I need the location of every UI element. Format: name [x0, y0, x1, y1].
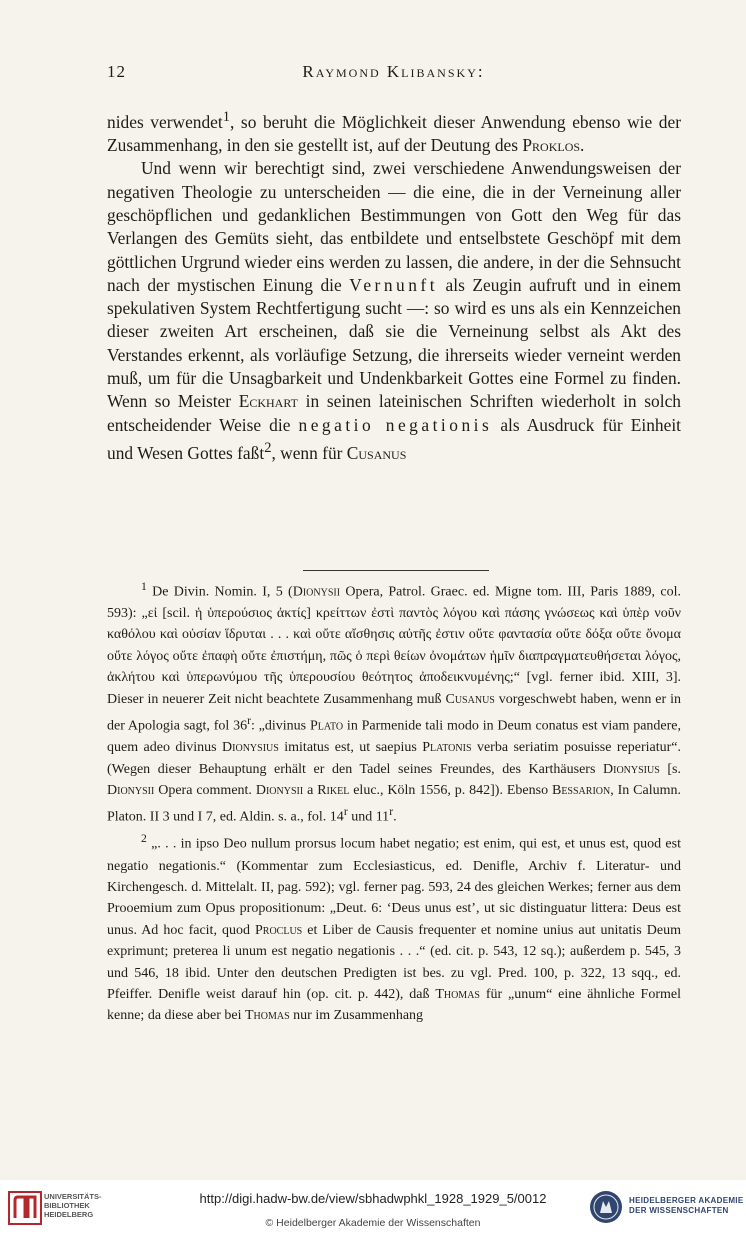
spaced-emphasis: Vernunft — [349, 274, 439, 295]
main-text — [107, 106, 681, 465]
text-run: eluc., Köln 1556, p. 842]). Ebenso — [349, 782, 552, 798]
small-caps-name: Bessarion — [551, 782, 611, 798]
text-run: imitatus est, ut saepius — [278, 740, 423, 756]
small-caps-name: Proclus — [255, 922, 303, 938]
digitization-footer — [0, 1180, 746, 1236]
text-run: nides verwendet — [107, 111, 223, 132]
footnote-marker: r — [343, 805, 348, 819]
small-caps-name: Eckhart — [238, 391, 298, 412]
small-caps-name: Dionysius — [222, 740, 279, 756]
text-run: . — [393, 810, 397, 826]
footnote-marker: r — [389, 805, 394, 819]
text-run: Und wenn wir berechtigt sind, zwei verschiedene Anwendungsweisen der negativen Theologie zu unterscheiden — die eine, die in der Verneinung aller geschöpflichen und gedanklichen Bestimmungen von Gott den Weg für das Verlangen des Gemüts sieht, das entbildete und entselbstete Geschöpf mit dem göttlichen Urgrund wieder eins werden zu lassen, die andere, in der die Sehnsucht nach der mystischen Einung die — [107, 158, 681, 295]
text-run: a — [303, 782, 318, 798]
small-caps-name: Dionysius — [603, 761, 660, 777]
text-run: vorgeschwebt haben, wenn er in der Apologia sagt, fol 36 — [107, 691, 681, 734]
text-run: : „divinus — [250, 718, 310, 734]
paragraph-2 — [107, 157, 681, 465]
paragraph-1 — [107, 106, 681, 157]
footnote-marker: 2 — [264, 439, 272, 456]
permalink-url[interactable]: http://digi.hadw-bw.de/view/sbhadwphkl_1928_1929_5/0012 — [199, 1191, 547, 1206]
text-run: in seinen lateinischen Schriften wiederholt in solch entscheidender Weise die — [107, 391, 681, 435]
small-caps-name: Cusanus — [445, 691, 495, 707]
small-caps-name: Dionysii — [107, 782, 155, 798]
small-caps-name: Thomas — [435, 986, 480, 1002]
footnote-separator — [303, 570, 489, 571]
small-caps-name: Plato — [309, 718, 344, 734]
text-run: für „unum“ eine ähnliche Formel kenne; da diese aber bei — [107, 986, 681, 1024]
small-caps-name: Platonis — [422, 740, 472, 756]
text-run: Opera, Patrol. Graec. ed. Migne tom. III, Paris 1889, col. 593): „εἰ [scil. ἡ ὑπερούσιος ἀκτίς] κρείττων ἐστὶ παντὸς λόγου καὶ πάσης γνώσεως καὶ ὑπὲρ νοῦν καθόλου καὶ οὐσίαν ἵδρυται . . . καὶ οὔτε αἴσθησις αὐτῆς ἐστιν οὔτε φαντασία οὔτε δόξα οὔτε ὄνομα οὔτε λόγος οὔτε ἐπαφὴ οὔτε ἐπιστήμη, πῶς ὁ περὶ θείων ὀνομάτων ἡμῖν διαπραγματευθήσεται λόγος, ἀκλήτου καὶ ὑπερωνύμου τῆς ὑπερουσίου θεότητος ἀποδεικνυμένης;“ [vgl. ferner ibid. XIII, 3]. Dieser in neuerer Zeit nicht beachtete Zusammenhang muß — [107, 584, 681, 707]
text-run: , In Calumn. Platon. II 3 und I 7, ed. Aldin. s. a., fol. 14 — [107, 782, 682, 826]
small-caps-name: Dionysii — [292, 584, 341, 600]
footnote-marker: 1 — [222, 109, 230, 125]
text-run: als Zeugin aufruft und in einem spekulativen System Rechtfertigung sucht —: so wird es uns als ein Kennzeichen dieser zweiten Art erscheinen, daß sie die Verneinung selbst als Akt des Verstandes erkennt, als vorläufige Setzung, die ihrerseits wieder verneint werden muß, um für die Unsagbarkeit und Undenkbarkeit Gottes eine Formel zu finden. Wenn so Meister — [107, 274, 681, 412]
footnotes — [107, 576, 681, 1027]
small-caps-name: Proklos — [522, 135, 581, 156]
footnote-marker: r — [247, 714, 251, 728]
small-caps-name: Dionysii — [255, 782, 304, 798]
text-run: . — [580, 135, 585, 156]
text-run: De Divin. Nomin. I, 5 ( — [146, 584, 293, 600]
text-run: , wenn für — [271, 442, 347, 463]
footnote-1 — [107, 576, 681, 828]
text-run: in Parmenide tali modo in Deum conatus est viam pandere, quem adeo divinus — [107, 718, 682, 756]
page-number: 12 — [107, 62, 126, 81]
small-caps-name: Cusanus — [346, 442, 407, 463]
text-run: nur im Zusammenhang — [289, 1008, 424, 1024]
text-run: und 11 — [347, 810, 390, 826]
footnote-marker: 2 — [141, 832, 147, 846]
text-run: et Liber de Causis frequenter et nomine unius aut unitatis Deum exprimunt; preterea li unum est negatio negationis . . .“ (ed. cit. p. 543, 12 sq.); außerdem p. 545, 3 und 546, 18 ibid. Unter den deutschen Predigten ist bes. zu vgl. Pred. 100, p. 322, 13 sqq., ed. Pfeiffer. Denifle weist darauf hin (op. cit. p. 442), daß — [107, 922, 681, 1002]
spaced-emphasis: negatio negationis — [298, 414, 493, 435]
running-title: Raymond Klibansky: — [302, 62, 485, 81]
text-run: verba seriatim posuisse reperiatur“. (Wegen dieser Behauptung erhält er den Tadel seines Freundes, des Karthäusers — [107, 740, 682, 777]
footnote-2 — [107, 828, 681, 1026]
page-header — [107, 62, 680, 90]
university-library-name: UNIVERSITÄTS- BIBLIOTHEK HEIDELBERG — [44, 1192, 102, 1219]
text-run: [s. — [659, 761, 681, 777]
academy-name: HEIDELBERGER AKADEMIE DER WISSENSCHAFTEN — [629, 1196, 744, 1215]
small-caps-name: Rikel — [317, 782, 350, 798]
text-run: , so beruht die Möglichkeit dieser Anwendung ebenso wie der Zusammenhang, in den sie gestellt ist, auf der Deutung des — [107, 111, 681, 156]
copyright-notice: © Heidelberger Akademie der Wissenschaften — [265, 1217, 481, 1229]
text-run: Opera comment. — [154, 782, 256, 798]
footnote-marker: 1 — [141, 580, 147, 593]
text-run: als Ausdruck für Einheit und Wesen Gottes faßt — [107, 414, 682, 463]
academy-seal-icon — [588, 1187, 624, 1227]
text-run: „. . . in ipso Deo nullum prorsus locum habet negatio; est enim, qui est, et unus est, quod est negatio negationis.“ (Kommentar zum Ecclesiasticus, ed. Denifle, Archiv f. Literatur- und Kirchengesch. d. Mittelalt. II, pag. 592); vgl. ferner pag. 593, 24 des gleichen Werkes; ferner aus dem Prooemium zum Opus propositionum: „Deut. 6: ‘Deus unus est’, ut sic distinguatur littera: Deus est unus. Ad hoc facit, quod — [107, 837, 681, 938]
small-caps-name: Thomas — [245, 1008, 290, 1024]
